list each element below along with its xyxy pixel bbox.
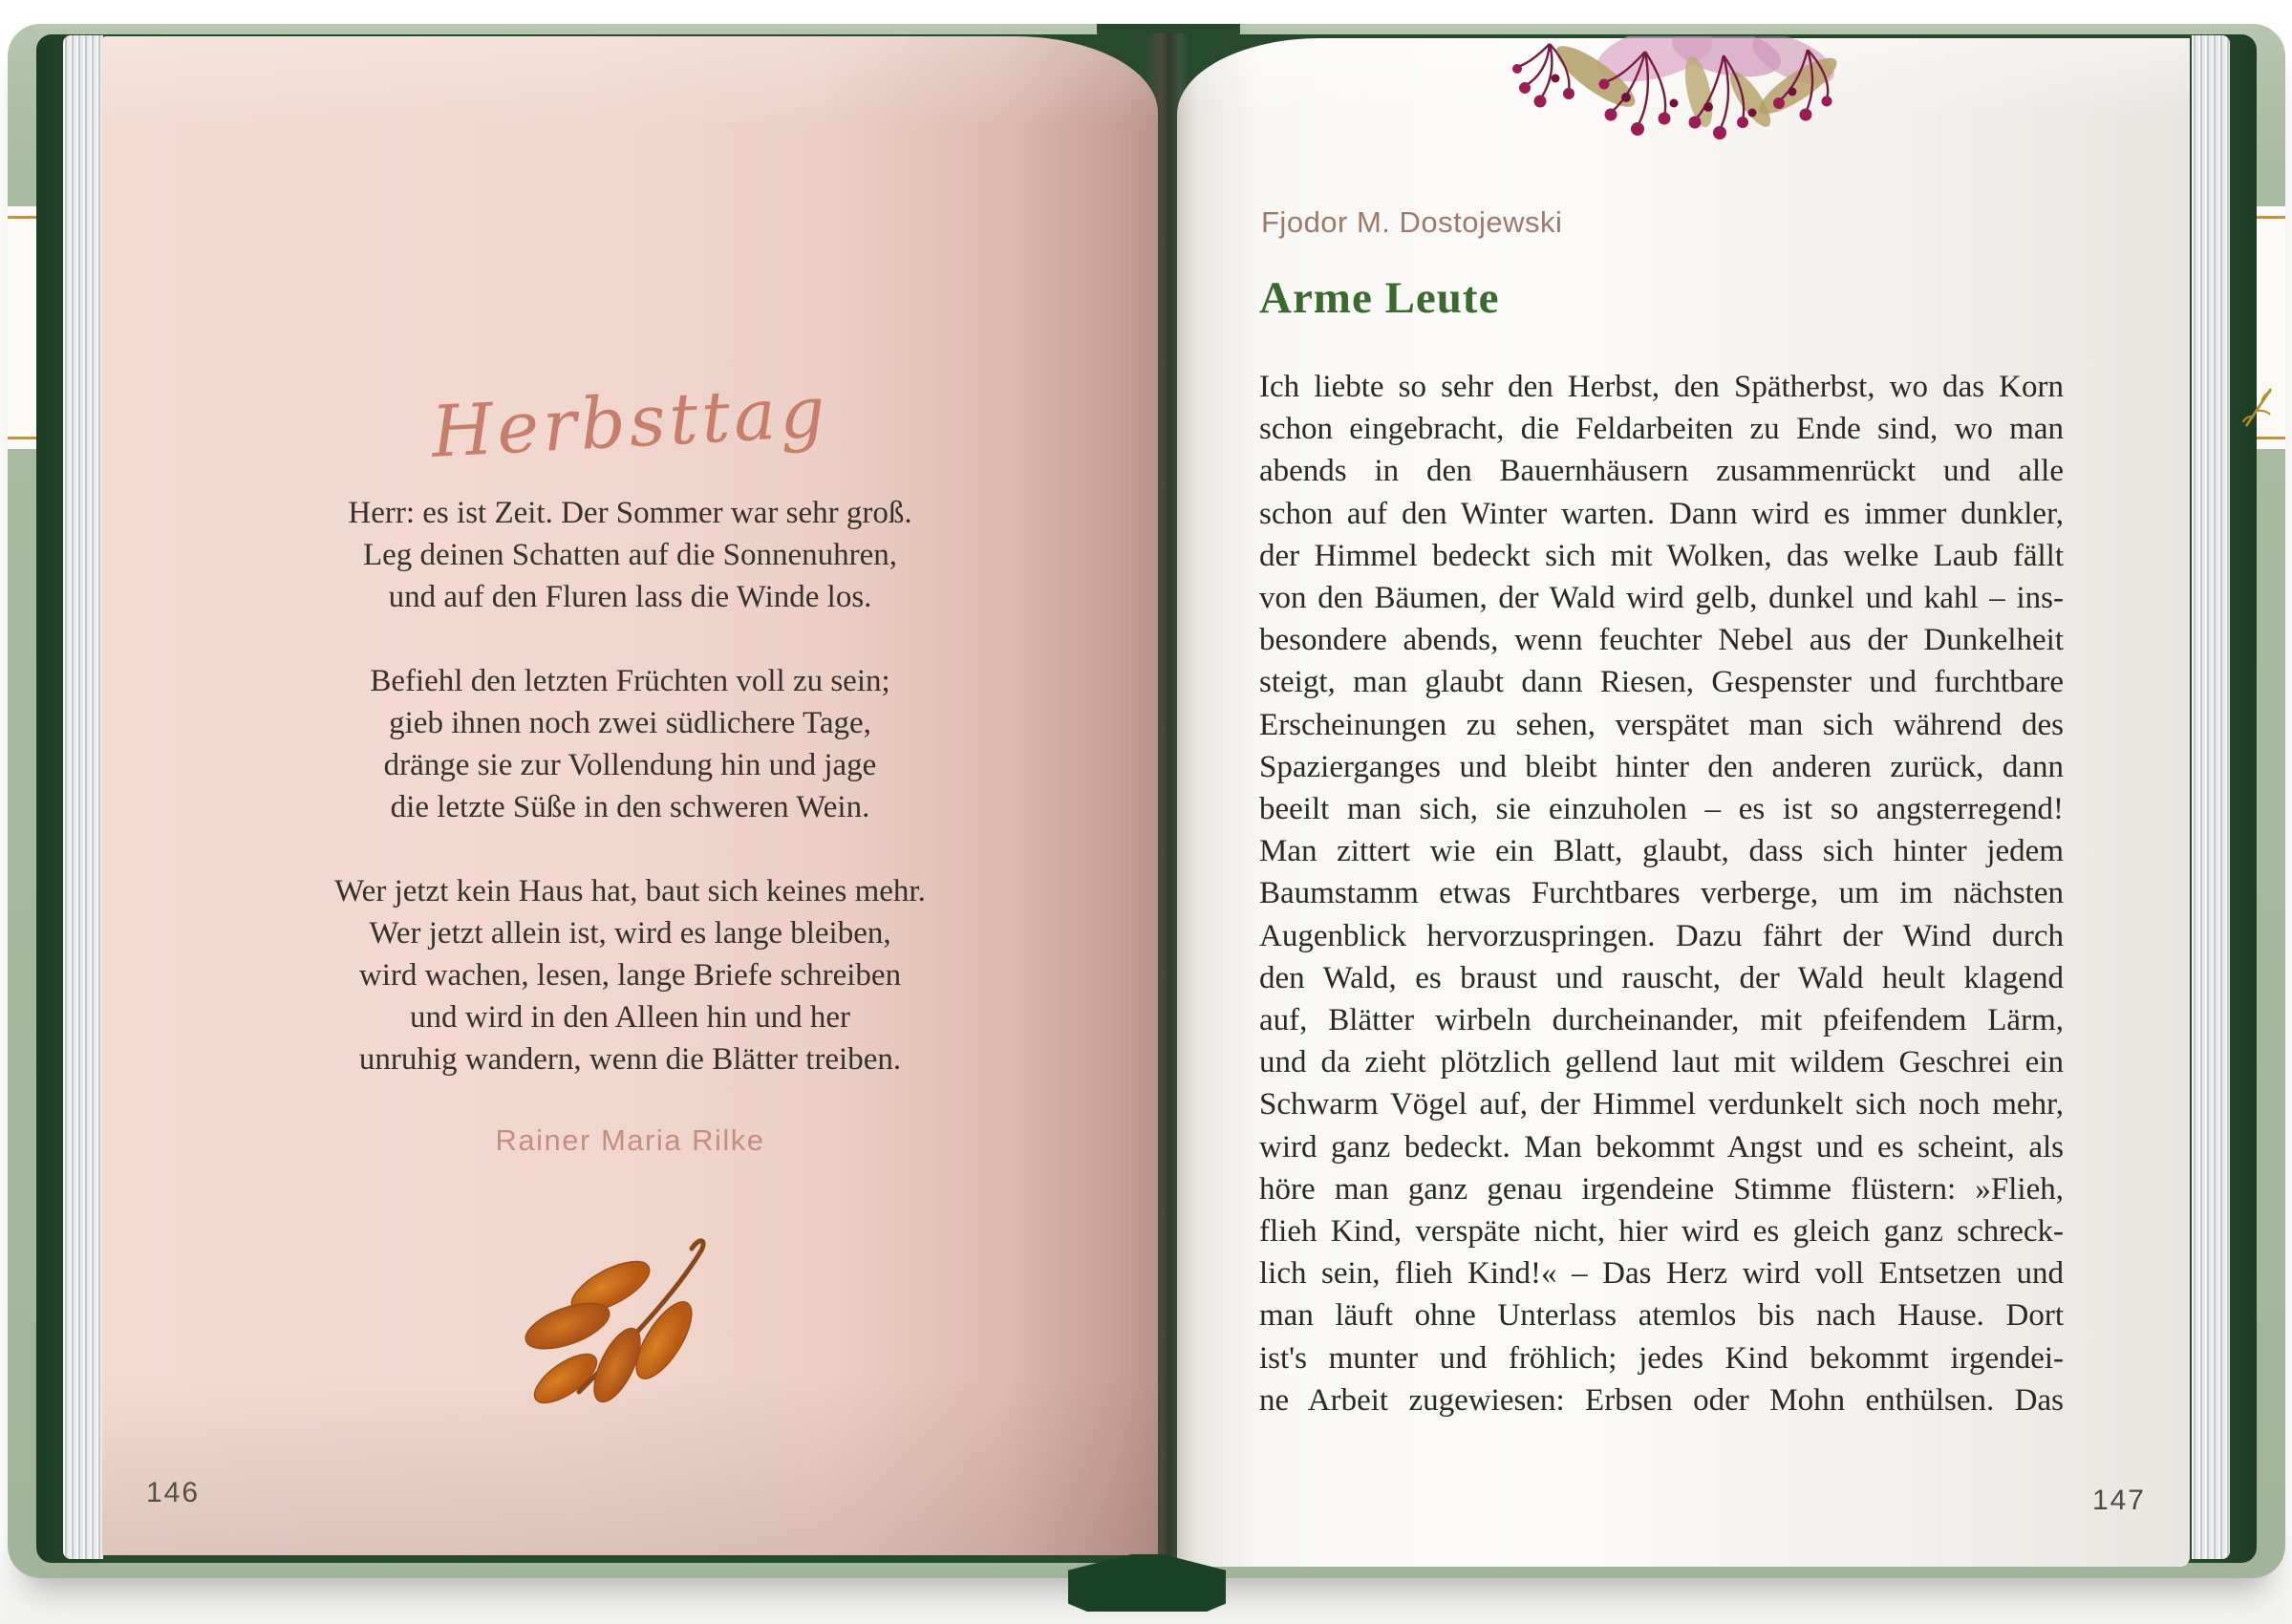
poem-line: Wer jetzt allein ist, wird es lange bleiben, bbox=[369, 916, 891, 951]
prose-line: auf, Blätter wirbeln durcheinander, mit pfeifendem Lärm, bbox=[1259, 1003, 2064, 1038]
poem-line: und wird in den Alleen hin und her bbox=[409, 1000, 850, 1035]
prose-line: ist's munter und fröhlich; jedes Kind bekommt irgendei- bbox=[1259, 1340, 2064, 1376]
poem-stanza bbox=[102, 660, 1158, 828]
poem-line: unruhig wandern, wenn die Blätter treiben. bbox=[358, 1042, 902, 1077]
prose-line: Baumstamm etwas Furchtbares verberge, um im nächsten bbox=[1259, 876, 2064, 911]
autumn-leaf-icon bbox=[518, 1228, 726, 1419]
prose-line: wird ganz bedeckt. Man bekommt Angst und es scheint, als bbox=[1259, 1129, 2064, 1165]
prose-line: von den Bäumen, der Wald wird gelb, dunkel und kahl – ins- bbox=[1259, 581, 2064, 616]
prose-line: Erscheinungen zu sehen, verspätet man sich während des bbox=[1259, 707, 2064, 742]
poem-stanza bbox=[102, 870, 1158, 1080]
left-page bbox=[102, 36, 1158, 1555]
floral-decoration-icon bbox=[1511, 36, 1879, 172]
prose-line: schon auf den Winter warten. Dann wird es immer dunkler, bbox=[1259, 496, 2064, 531]
page-number-left: 146 bbox=[146, 1477, 201, 1508]
poem-stanza bbox=[102, 492, 1158, 618]
prose-line: Man zittert wie ein Blatt, glaubt, dass sich hinter jedem bbox=[1259, 834, 2064, 869]
prose-line: lich sein, flieh Kind!« – Das Herz wird voll Entsetzen und bbox=[1259, 1256, 2064, 1292]
poem-line: dränge sie zur Vollendung hin und jage bbox=[383, 748, 877, 782]
prose-body bbox=[1259, 366, 2064, 1421]
poem-line: Herr: es ist Zeit. Der Sommer war sehr groß. bbox=[348, 496, 912, 530]
poem-author: Rainer Maria Rilke bbox=[495, 1123, 765, 1157]
prose-line: flieh Kind, verspäte nicht, hier wird es gleich ganz schreck- bbox=[1259, 1214, 2064, 1250]
poem-line: wird wachen, lesen, lange Briefe schreiben bbox=[358, 958, 902, 993]
prose-line: den Wald, es braust und rauscht, der Wald heult klagend bbox=[1259, 960, 2064, 995]
prose-line: beeilt man sich, sie einzuholen – es ist so angsterregend! bbox=[1259, 792, 2064, 827]
prose-line: besondere abends, wenn feuchter Nebel aus der Dunkelheit bbox=[1259, 623, 2064, 658]
prose-line: schon eingebracht, die Feldarbeiten zu Ende sind, wo man bbox=[1259, 412, 2064, 447]
poem-line: gieb ihnen noch zwei südlichere Tage, bbox=[389, 706, 871, 740]
prose-line: und da zieht plötzlich gellend laut mit wildem Geschrei ein bbox=[1259, 1045, 2064, 1080]
poem-title: Herbsttag bbox=[429, 371, 831, 474]
poem-line: die letzte Süße in den schweren Wein. bbox=[390, 790, 870, 824]
left-page-stack bbox=[63, 35, 103, 1559]
poem-line: Befiehl den letzten Früchten voll zu sein; bbox=[370, 664, 890, 698]
prose-author: Fjodor M. Dostojewski bbox=[1261, 205, 1563, 239]
prose-line: abends in den Bauernhäusern zusammenrückt und alle bbox=[1259, 454, 2064, 489]
poem-line: und auf den Fluren lass die Winde los. bbox=[388, 580, 872, 614]
prose-line: steigt, man glaubt dann Riesen, Gespenster und furchtbare bbox=[1259, 665, 2064, 700]
prose-line: höre man ganz genau irgendeine Stimme flüstern: »Flieh, bbox=[1259, 1171, 2064, 1207]
prose-line: Schwarm Vögel auf, der Himmel verdunkelt sich noch mehr, bbox=[1259, 1087, 2064, 1122]
poem-line: Wer jetzt kein Haus hat, baut sich keines mehr. bbox=[334, 874, 926, 908]
poem-line: Leg deinen Schatten auf die Sonnenuhren, bbox=[363, 538, 897, 572]
book-cover bbox=[8, 24, 2285, 1578]
prose-line: Spazierganges und bleibt hinter den anderen zurück, dann bbox=[1259, 749, 2064, 784]
page-number-right: 147 bbox=[2091, 1485, 2146, 1516]
prose-line: der Himmel bedeckt sich mit Wolken, das welke Laub fällt bbox=[1259, 538, 2064, 573]
prose-line: ne Arbeit zugewiesen: Erbsen oder Mohn enthülsen. Das bbox=[1259, 1382, 2064, 1418]
prose-line: man läuft ohne Unterlass atemlos bis nach Hause. Dort bbox=[1259, 1298, 2064, 1334]
gold-twig-icon bbox=[2241, 382, 2276, 430]
right-page-stack bbox=[2192, 35, 2230, 1559]
right-page bbox=[1177, 38, 2190, 1567]
prose-line: Ich liebte so sehr den Herbst, den Spätherbst, wo das Korn bbox=[1259, 370, 2064, 404]
prose-line: Augenblick hervorzuspringen. Dazu fährt der Wind durch bbox=[1259, 918, 2064, 953]
poem bbox=[102, 492, 1158, 1122]
prose-title: Arme Leute bbox=[1259, 273, 1500, 323]
